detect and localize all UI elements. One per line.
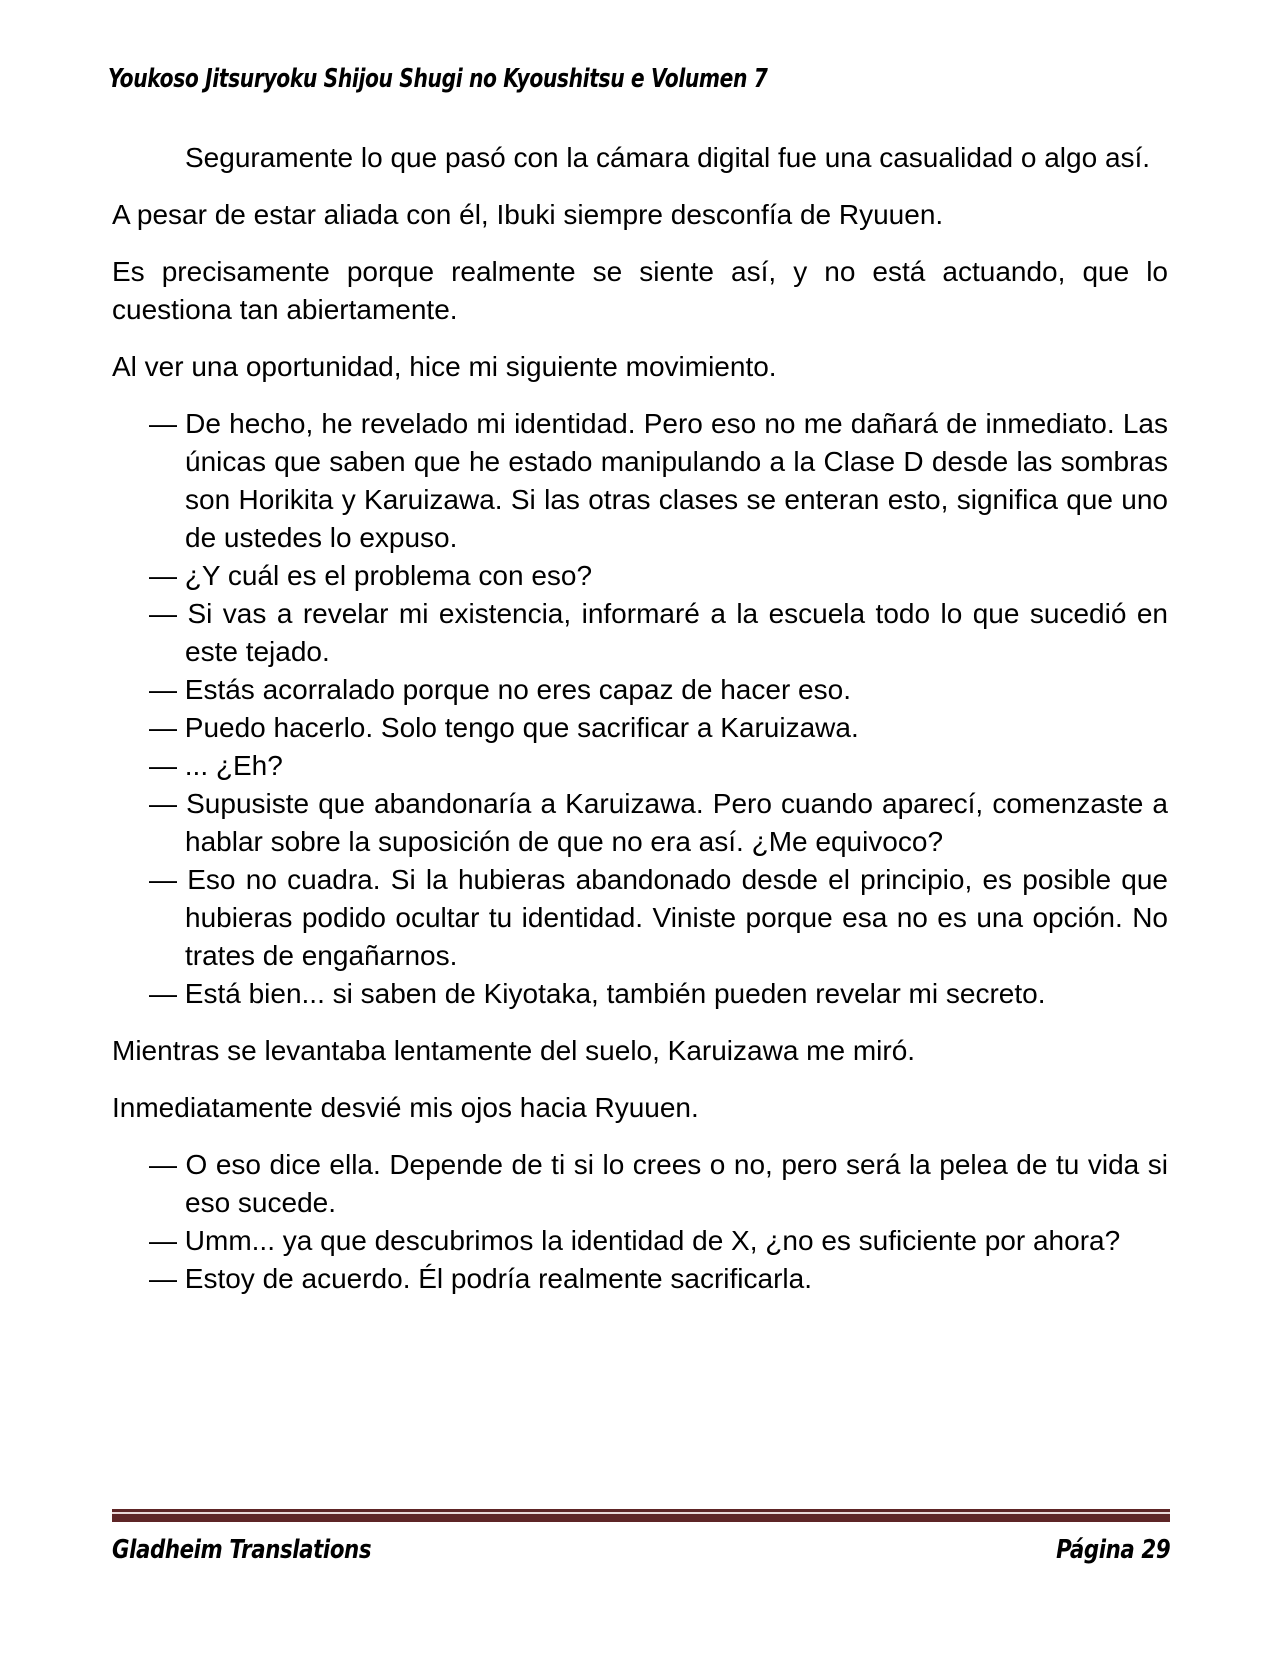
footer-text-row (112, 1535, 1170, 1565)
paragraph: Seguramente lo que pasó con la cámara digital fue una casualidad o algo así. (185, 142, 1151, 173)
dialogue-line: — Estás acorralado porque no eres capaz de hacer eso. (149, 674, 851, 705)
dialogue-line: — Estoy de acuerdo. Él podría realmente sacrificarla. (149, 1263, 812, 1294)
paragraph: Es precisamente porque realmente se siente así, y no está actuando, que lo cuestiona tan abiertamente. (112, 256, 1168, 325)
page-footer (112, 1509, 1170, 1565)
dialogue-line: — Umm... ya que descubrimos la identidad de X, ¿no es suficiente por ahora? (149, 1225, 1121, 1256)
page-header (108, 64, 953, 94)
dialogue-line: — ¿Y cuál es el problema con eso? (149, 560, 593, 591)
dialogue-line: — Puedo hacerlo. Solo tengo que sacrificar a Karuizawa. (149, 712, 859, 743)
footer-rule-thick-line (112, 1514, 1170, 1522)
document-body (112, 139, 1168, 1298)
paragraph: Inmediatamente desvié mis ojos hacia Ryuuen. (112, 1092, 699, 1123)
dialogue-line: — O eso dice ella. Depende de ti si lo crees o no, pero será la pelea de tu vida si eso sucede. (149, 1149, 1168, 1218)
paragraph: A pesar de estar aliada con él, Ibuki siempre desconfía de Ryuuen. (112, 199, 944, 230)
dialogue-line: — ... ¿Eh? (149, 750, 283, 781)
page-title: Youkoso Jitsuryoku Shijou Shugi no Kyoushitsu e Volumen 7 (108, 64, 768, 94)
footer-rule (112, 1509, 1170, 1522)
dialogue-line: — Está bien... si saben de Kiyotaka, también pueden revelar mi secreto. (149, 978, 1046, 1009)
dialogue-line: — De hecho, he revelado mi identidad. Pero eso no me dañará de inmediato. Las únicas que saben que he estado manipulando a la Clase D desde las sombras son Horikita y Karuizawa. Si las otras clases se enteran esto, significa que uno de ustedes lo expuso. (149, 408, 1168, 553)
footer-translator-credit: Gladheim Translations (112, 1535, 372, 1565)
dialogue-line: — Eso no cuadra. Si la hubieras abandonado desde el principio, es posible que hubieras podido ocultar tu identidad. Viniste porque esa no es una opción. No trates de engañarnos. (149, 864, 1168, 971)
paragraph: Mientras se levantaba lentamente del suelo, Karuizawa me miró. (112, 1035, 916, 1066)
dialogue-line: — Si vas a revelar mi existencia, informaré a la escuela todo lo que sucedió en este tejado. (149, 598, 1168, 667)
footer-page-number: Página 29 (1055, 1535, 1170, 1565)
dialogue-line: — Supusiste que abandonaría a Karuizawa. Pero cuando aparecí, comenzaste a hablar sobre la suposición de que no era así. ¿Me equivoco? (149, 788, 1168, 857)
paragraph: Al ver una oportunidad, hice mi siguiente movimiento. (112, 351, 777, 382)
